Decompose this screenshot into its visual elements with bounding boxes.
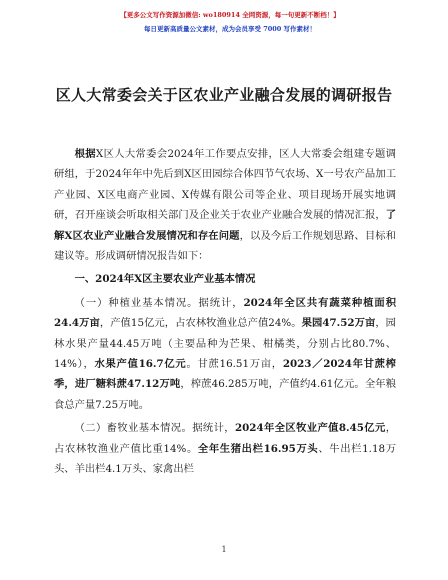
text-run: ，园林水果产量44.45万吨（主要品种为芒果、柑橘类，分别占比80.7%、14%）， [54,317,396,371]
text-run: （二）畜牧业基本情况。据统计， [74,422,235,435]
intro-paragraph [54,144,396,266]
section-heading [54,269,396,289]
bold-text-run: 水果产值16.7亿元 [94,358,187,371]
bold-text-run: 2024年全区共有蔬菜种植面积24.4万亩 [54,296,396,330]
promo-banner [120,8,340,36]
text-run: 、牛出栏1.18万头、羊出栏4.1万头、家禽出栏 [54,442,396,476]
bold-text-run: 2024年全区牧业产值8.45亿元 [234,422,386,435]
page-number: 1 [221,545,227,554]
bold-text-run: 全年生猪出栏16.95万头 [197,442,319,455]
text-run: ，榨蔗46.285万吨，产值约4.61亿元。全年粮食总产量7.25万吨。 [54,378,396,411]
text-run: （一）种植业基本情况。据统计， [74,296,244,309]
text-run: ，产值15亿元，占农林牧渔业总产值24%。 [99,317,302,330]
document-body [54,144,396,480]
bold-text-run: 根据 [74,148,96,160]
promo-line-1: 【更多公文写作资源加微信: wo180914 全网资源，每一句更新不断档！】 [120,11,340,19]
promo-line-2: 每日更新高质量公文素材，成为会员享受 7000 写作素材！ [143,25,317,33]
livestock-paragraph [54,418,396,479]
bold-text-run: 果园47.52万亩 [301,317,376,330]
bold-text-run: 2023／2024年甘蔗榨季，进厂糖料蔗47.12万吨 [54,358,396,391]
text-run: ，占农林牧渔业产值比重14%。 [54,422,396,455]
document-title: 区人大常委会关于区农业产业融合发展的调研报告 [55,86,393,104]
text-run: ，以及今后工作规划思路、目标和建议等。形成调研情况报告如下： [54,229,396,263]
bold-text-run: 一、2024年X区主要农业产业基本情况 [74,273,256,286]
text-run: 。甘蔗16.51万亩， [186,358,283,371]
text-run: X区人大常委会2024年工作要点安排，区人大常委会组建专题调研组，于2024年年中先后到X区田园综合体四节气农场、X一号农产品加工产业园、X区电商产业园、X传媒有限公司等企业、项目现场开展实地调研，召开座谈会听取相关部门及企业关于农业产业融合发展的情况汇报， [54,148,396,222]
bold-text-run: 了解X区农业产业融合发展情况和存在问题 [54,209,396,242]
crop-paragraph [54,293,396,415]
